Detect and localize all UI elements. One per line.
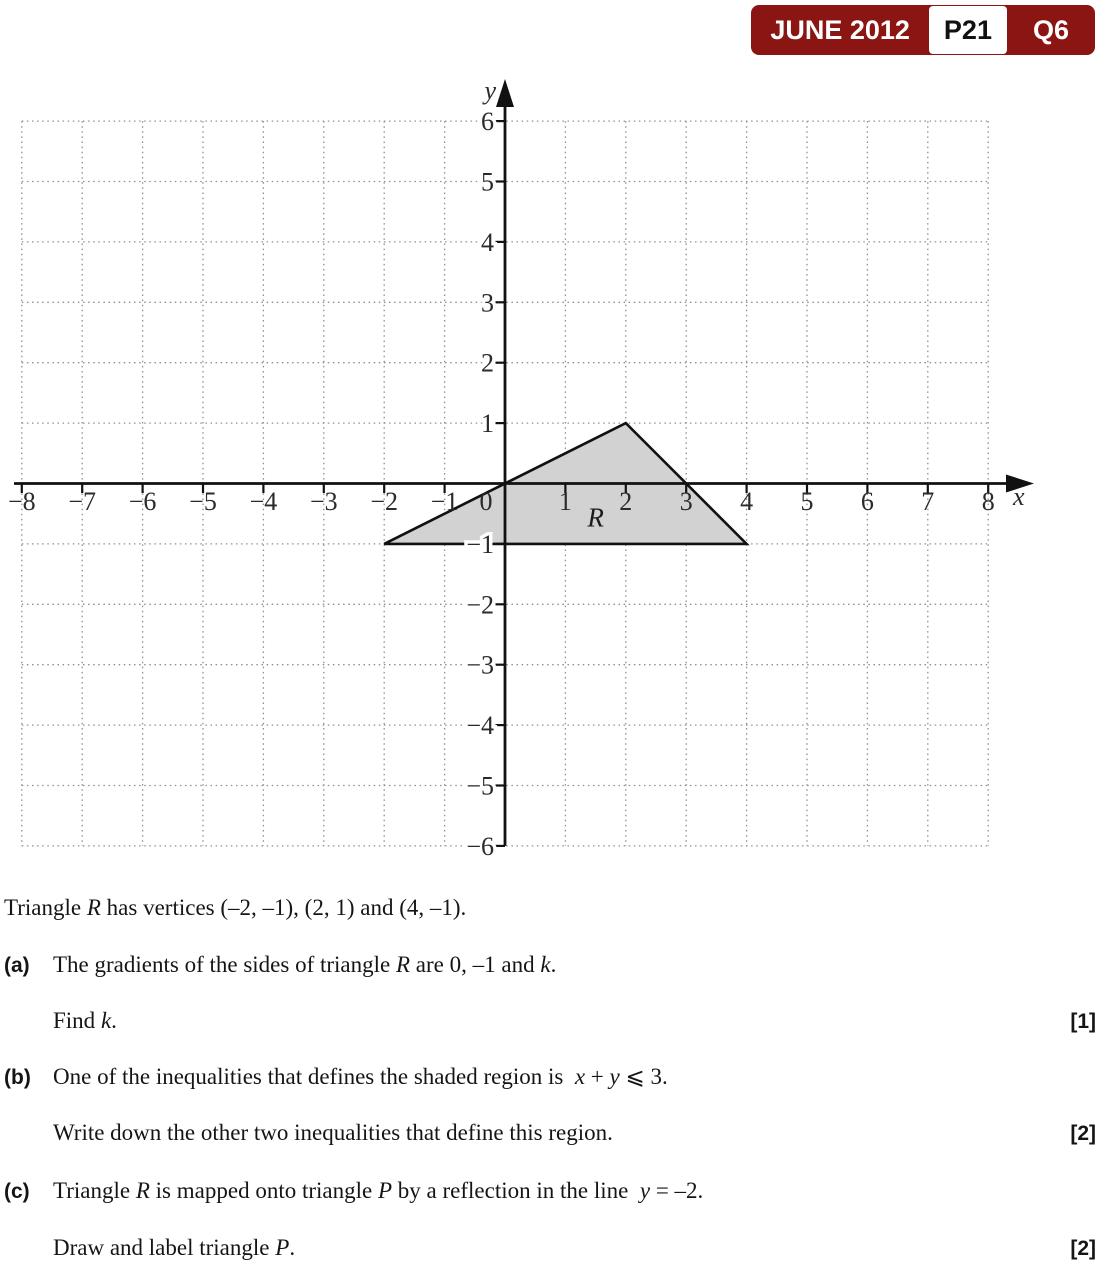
x-tick-label: 5 <box>800 487 814 516</box>
question-intro-text: Triangle R has vertices (–2, –1), (2, 1) and (4, –1). <box>4 895 467 920</box>
badge-session-label: JUNE 2012 <box>770 14 910 45</box>
y-tick-label: −4 <box>466 711 494 741</box>
x-tick-label: 7 <box>921 487 935 516</box>
question-part-b-instruction-row <box>4 1118 1096 1148</box>
part-c-text: Triangle R is mapped onto triangle P by a reflection in the line y = –2. <box>53 1178 704 1203</box>
y-tick-label: −5 <box>466 771 494 801</box>
question-badge <box>751 5 1095 55</box>
y-axis-arrow-icon <box>496 79 514 107</box>
y-tick-label: 2 <box>481 348 494 378</box>
part-a-marks: [1] <box>1070 1010 1096 1033</box>
part-a-label: (a) <box>4 954 30 977</box>
x-tick-label: −6 <box>128 487 157 516</box>
y-tick-label: −1 <box>466 529 494 559</box>
chart-svg <box>0 75 1045 867</box>
question-part-c-row <box>4 1176 1096 1206</box>
x-tick-label: −4 <box>249 487 278 516</box>
x-tick-label: −1 <box>430 487 459 516</box>
x-tick-label: 8 <box>981 487 995 516</box>
part-b-text: One of the inequalities that defines the shaded region is x + y ⩽ 3. <box>53 1064 668 1089</box>
axes <box>14 105 1012 846</box>
x-tick-label: 3 <box>679 487 693 516</box>
question-part-a-instruction-row <box>4 1006 1096 1036</box>
part-c-instruction: Draw and label triangle P. <box>53 1235 296 1260</box>
question-part-b-row <box>4 1062 1096 1092</box>
x-tick-label: −3 <box>309 487 338 516</box>
x-tick-label: 4 <box>740 487 754 516</box>
y-tick-label: 1 <box>481 409 494 439</box>
x-tick-label: 2 <box>619 487 633 516</box>
question-part-c-instruction-row <box>4 1233 1096 1263</box>
badge-paper-label: P21 <box>929 6 1007 54</box>
y-tick-label: −3 <box>466 650 494 680</box>
part-b-label: (b) <box>4 1066 31 1089</box>
x-tick-label: 1 <box>558 487 572 516</box>
badge-question-label: Q6 <box>1032 14 1069 45</box>
part-a-instruction: Find k. <box>53 1008 117 1033</box>
part-b-instruction: Write down the other two inequalities that define this region. <box>53 1120 613 1145</box>
question-intro-row <box>4 893 1096 923</box>
x-tick-label: −8 <box>7 487 36 516</box>
y-tick-label: −2 <box>466 590 494 620</box>
origin-label: 0 <box>479 487 493 516</box>
x-tick-label: −5 <box>189 487 217 516</box>
x-tick-label: −7 <box>68 487 97 516</box>
y-tick-label: 4 <box>481 227 494 257</box>
coordinate-grid-chart <box>0 75 1045 867</box>
triangle-R-label: R <box>587 502 604 533</box>
y-tick-label: 6 <box>481 107 494 137</box>
part-a-text: The gradients of the sides of triangle R are 0, –1 and k. <box>53 952 557 977</box>
x-tick-label: 6 <box>860 487 874 516</box>
part-b-marks: [2] <box>1070 1122 1096 1145</box>
question-part-a-row <box>4 950 1096 980</box>
y-tick-label: −6 <box>466 831 494 861</box>
y-tick-label: 5 <box>481 167 494 197</box>
part-c-marks: [2] <box>1070 1237 1096 1260</box>
x-tick-label: −2 <box>370 487 399 516</box>
y-axis-label: y <box>484 76 496 105</box>
part-c-label: (c) <box>4 1180 30 1203</box>
x-axis-label: x <box>1013 482 1025 511</box>
y-tick-label: 3 <box>481 288 494 318</box>
